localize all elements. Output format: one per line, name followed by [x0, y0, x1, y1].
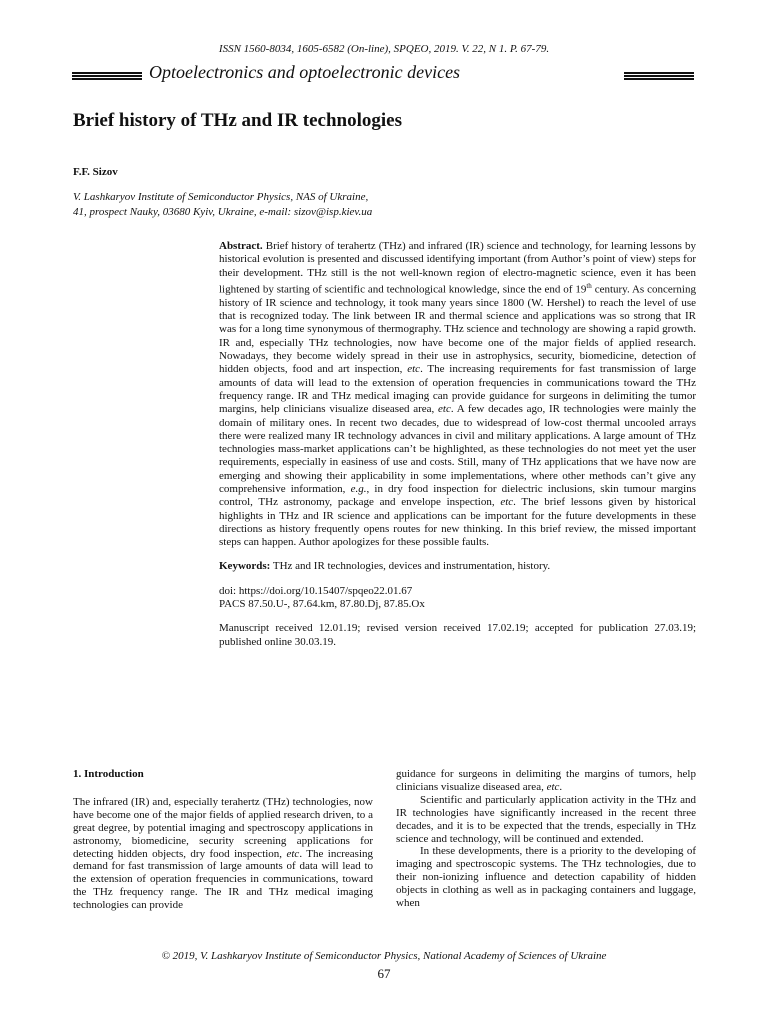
page-number: 67	[377, 966, 391, 981]
intro-paragraph-3: In these developments, there is a priority to the developing of imaging and spectroscopic systems. The THz technologies, due to their non-ionizing influence and detection capability of hidden objects in clothing as well as in packaging containers and luggage, when	[396, 845, 696, 910]
column-right	[396, 768, 696, 910]
column-left	[73, 768, 373, 912]
keywords: Keywords: THz and IR technologies, devices and instrumentation, history.	[219, 560, 551, 573]
section-heading: 1. Introduction	[73, 768, 144, 780]
doi-link[interactable]: doi: https://doi.org/10.15407/spqeo22.01.67	[219, 584, 413, 597]
paper-title: Brief history of THz and IR technologies	[73, 110, 402, 131]
journal-citation: ISSN 1560-8034, 1605-6582 (On-line), SPQEO, 2019. V. 22, N 1. P. 67-79.	[218, 43, 550, 55]
intro-paragraph-1: The infrared (IR) and, especially terahertz (THz) technologies, now have become one of the major fields of applied research driven, to a great degree, by potential imaging and spectroscopy applications in astronomy, biomedicine, security screening applications for detecting hidden objects, dry food inspection, etc. The increasing demand for fast transmission of large amounts of data will lead to the extension of operation frequencies in communications, toward the THz frequency range. The IR and THz medical imaging technologies can provide	[73, 795, 374, 912]
affiliation-line-2: 41, prospect Nauky, 03680 Kyiv, Ukraine, e-mail: sizov@isp.kiev.ua	[73, 206, 373, 218]
abstract-label: Abstract.	[219, 240, 263, 252]
intro-paragraph-1-cont: guidance for surgeons in delimiting the margins of tumors, help clinicians visualize diseased area, etc.	[396, 768, 696, 793]
decorative-rule-left	[72, 72, 142, 81]
section-title: Optoelectronics and optoelectronic devices	[149, 62, 461, 82]
decorative-rule-right	[624, 72, 694, 81]
section-banner	[72, 62, 696, 86]
abstract-block	[219, 240, 696, 649]
intro-paragraph-2: Scientific and particularly application activity in the THz and IR technologies have significantly increased in the recent three decades, and it is to be expected that the trends, especially in THz science and technology, will be continued and extended.	[396, 793, 696, 845]
copyright-footer: © 2019, V. Lashkaryov Institute of Semiconductor Physics, National Academy of Sciences of Ukraine	[161, 950, 607, 962]
abstract-text: Abstract. Brief history of terahertz (THz) and infrared (IR) science and technology, for learning lessons by historical evolution is presented and discussed identifying important (from Author’s point of view) steps for their development. THz still is the not well-known region of electro-magnetic science, even it has been lightened by starting of scientific and technological knowledge, since the end of 19th century. As concerning history of IR science and technology, it took many years since 1800 (W. Hershel) to reach the level of use that is recognized today. The link between IR and thermal science and applications was so strong that IR was for a long time synonymous of thermography. THz science and technology are showing a rapid growth. IR and, especially THz technologies, now have become one of the major fields of applied research. Nowadays, they become widely spread in their use in astrophysics, security, biomedicine, detection of hidden objects, food and art inspection, etc. The increasing requirements for fast transmission of large amounts of data will lead to the extension of operation frequencies in communications toward the THz frequency range. IR and THz medical imaging can provide guidance for surgeons in delimiting the tumor margins, help clinicians visualize diseased area, etc. A few decades ago, IR technologies were mainly the domain of military ones. In recent two decades, due to widespread of low-cost thermal uncooled arrays there were realized many IR technology advances in civil and military applications. A large amount of THz technologies mass-market applications can’t be highlighted, as these technologies do not meet yet the user requirements, especially in easiness of use and costs. Still, many of THz applications that we have now are emerging and showing their applicability in some implementations, where other methods can’t give any comprehensive information, e.g., in dry food inspection for dielectric inclusions, skin tumour margins control, THz astronomy, package and envelope inspection, etc. The brief lessons given by historical highlights in THz and IR science and applications can be important for the future developments in these directions as history frequently opens routes for new thinking. In this brief review, the missed important steps can happen. Author apologizes for these possible faults.	[219, 240, 696, 549]
author-name: F.F. Sizov	[73, 166, 118, 178]
affiliation	[73, 190, 372, 220]
pacs-codes: PACS 87.50.U-, 87.64.km, 87.80.Dj, 87.85.Ox	[219, 598, 425, 611]
affiliation-line-1: V. Lashkaryov Institute of Semiconductor Physics, NAS of Ukraine,	[73, 191, 369, 203]
manuscript-dates: Manuscript received 12.01.19; revised version received 17.02.19; accepted for publication 27.03.19; published online 30.03.19.	[219, 622, 696, 648]
